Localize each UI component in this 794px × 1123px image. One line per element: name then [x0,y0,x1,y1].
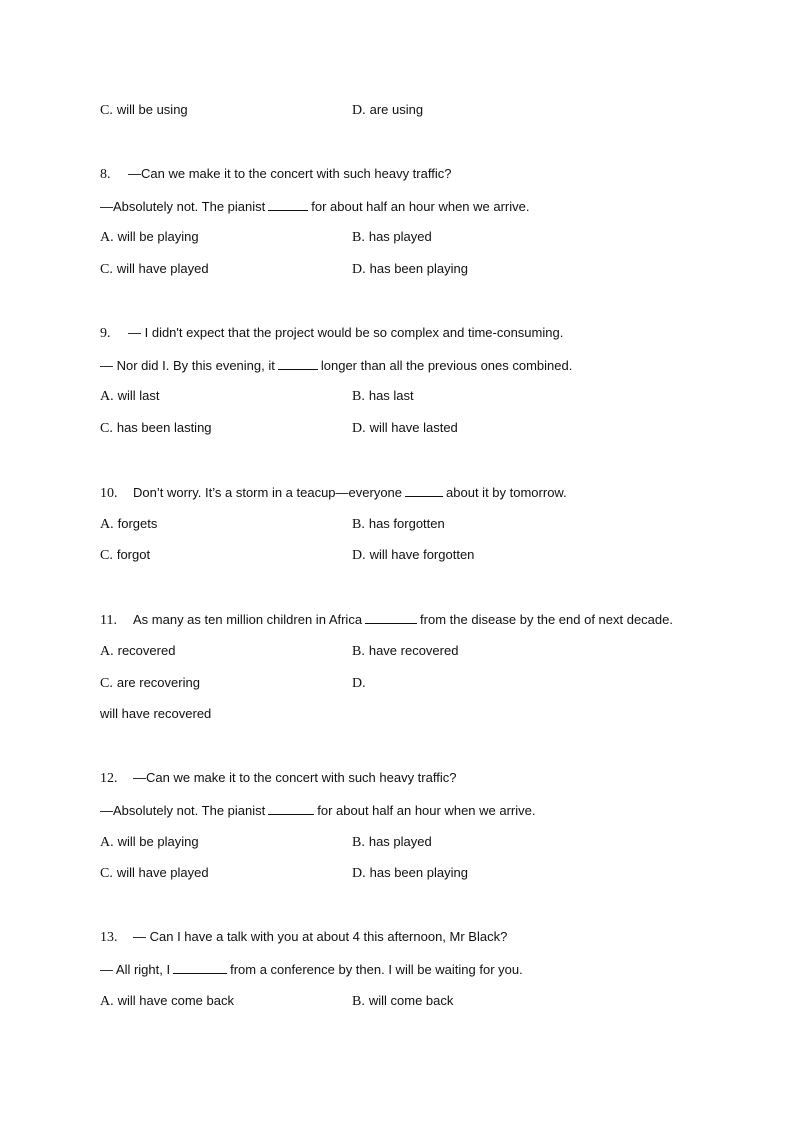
question-11-option-a [100,643,175,660]
question-number: 12. [100,771,118,786]
stem-text: —Absolutely not. The pianist [100,803,266,818]
question-13-stem-1 [100,929,507,946]
question-12-stem-2 [100,802,536,819]
option-letter: C. [100,103,113,118]
option-text: will be playing [117,834,199,849]
question-8-option-b [352,229,432,246]
option-text: has forgotten [368,516,445,531]
option-text: will last [117,388,160,403]
stem-text: about it by tomorrow. [446,485,567,500]
option-letter: A. [100,994,114,1009]
option-text: has last [368,388,414,403]
question-9-option-b [352,388,414,405]
option-letter: C. [100,548,113,563]
option-c [100,102,188,119]
stem-text: — Nor did I. By this evening, it [100,358,275,373]
option-text: has been playing [369,865,468,880]
option-text: has been playing [369,261,468,276]
option-text: will have lasted [369,420,458,435]
option-text: will have played [116,865,209,880]
option-text: has played [368,229,432,244]
option-letter: C. [100,262,113,277]
option-text: will be playing [117,229,199,244]
question-10-option-d [352,547,474,564]
option-letter: C. [100,866,113,881]
answer-blank [173,961,227,974]
question-8-stem-1 [100,166,451,183]
option-text: will have played [116,261,209,276]
question-10-option-b [352,516,445,533]
question-9-stem-1 [100,325,563,342]
question-12-option-a [100,834,199,851]
question-10-option-c [100,547,150,564]
option-letter: D. [352,676,366,691]
question-13-option-b [352,993,453,1010]
stem-text: from the disease by the end of next decade. [420,612,673,627]
option-letter: D. [352,262,366,277]
option-letter: C. [100,676,113,691]
question-number: 9. [100,326,111,341]
stem-text: from a conference by then. I will be waiting for you. [230,962,523,977]
answer-blank [278,357,318,370]
question-number: 11. [100,613,117,628]
question-13-option-a [100,993,234,1010]
option-letter: B. [352,644,365,659]
question-11-option-d [352,675,370,692]
stem-text: As many as ten million children in Africa [133,612,363,627]
stem-text: for about half an hour when we arrive. [317,803,536,818]
question-8-option-c [100,261,209,278]
stem-text: — All right, I [100,962,171,977]
option-letter: B. [352,517,365,532]
answer-blank [268,198,308,211]
answer-blank [268,802,314,815]
question-10-option-a [100,516,157,533]
stem-text: for about half an hour when we arrive. [311,199,530,214]
question-9-option-d [352,420,458,437]
option-letter: D. [352,866,366,881]
option-text: recovered [117,643,176,658]
stem-text: —Absolutely not. The pianist [100,199,266,214]
question-number: 8. [100,167,111,182]
question-number: 13. [100,930,118,945]
option-letter: D. [352,103,366,118]
option-text: have recovered [368,643,459,658]
option-letter: B. [352,994,365,1009]
option-text: will have forgotten [369,547,475,562]
answer-blank [365,611,417,624]
option-letter: B. [352,230,365,245]
option-text: forgets [117,516,158,531]
question-8-option-d [352,261,468,278]
question-11-stem [100,611,673,629]
stem-text: —Can we make it to the concert with such heavy traffic? [128,166,452,181]
option-text: has been lasting [116,420,212,435]
question-9-stem-2 [100,357,572,374]
stem-text: — Can I have a talk with you at about 4 this afternoon, Mr Black? [133,929,508,944]
question-13-stem-2 [100,961,523,978]
option-letter: D. [352,548,366,563]
option-letter: B. [352,389,365,404]
stem-text: Don’t worry. It’s a storm in a teacup—everyone [133,485,403,500]
answer-blank [405,484,443,497]
question-12-option-b [352,834,432,851]
option-text: has played [368,834,432,849]
option-letter: B. [352,835,365,850]
question-12-stem-1 [100,770,456,787]
option-letter: A. [100,517,114,532]
question-11-option-b [352,643,458,660]
option-text: are using [369,102,424,117]
question-12-option-c [100,865,209,882]
question-number: 10. [100,486,118,501]
option-letter: A. [100,835,114,850]
option-text: will have come back [117,993,234,1008]
option-text: will have recovered [100,706,212,721]
question-8-stem-2 [100,198,530,215]
option-text: will come back [368,993,454,1008]
question-11-option-d-overflow [100,706,211,722]
option-letter: A. [100,230,114,245]
option-text: are recovering [116,675,200,690]
question-10-stem [100,484,567,502]
question-9-option-a [100,388,160,405]
stem-text: —Can we make it to the concert with such heavy traffic? [133,770,457,785]
stem-text: — I didn't expect that the project would be so complex and time-consuming. [128,325,564,340]
option-letter: C. [100,421,113,436]
option-text: will be using [116,102,188,117]
option-letter: A. [100,389,114,404]
question-12-option-d [352,865,468,882]
option-letter: D. [352,421,366,436]
question-11-option-c [100,675,200,692]
stem-text: longer than all the previous ones combined. [320,358,573,373]
option-text: forgot [116,547,151,562]
question-8-option-a [100,229,199,246]
option-letter: A. [100,644,114,659]
option-d [352,102,423,119]
question-9-option-c [100,420,212,437]
